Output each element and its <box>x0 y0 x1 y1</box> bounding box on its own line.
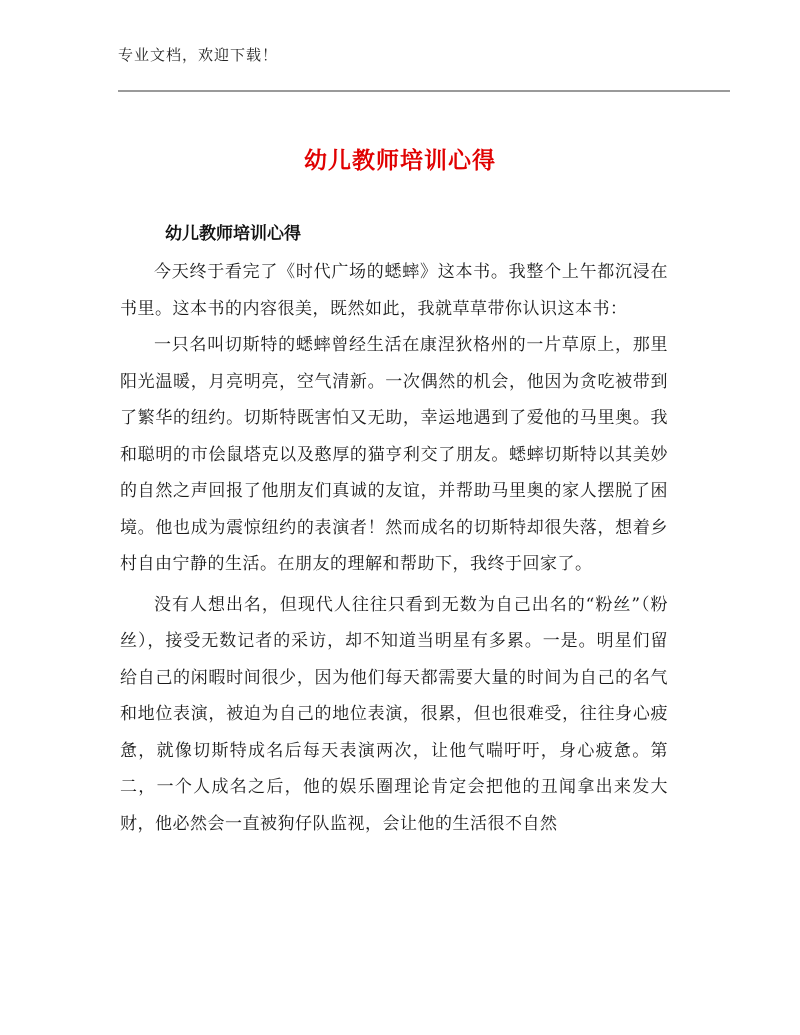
page-header-text: 专业文档，欢迎下载！ <box>118 46 279 64</box>
document-body <box>120 254 668 842</box>
document-title: 幼儿教师培训心得 <box>304 148 496 174</box>
paragraph-intro: 今天终于看完了《时代广场的蟋蟀》这本书。我整个上午都沉浸在书里。这本书的内容很美，既然如此，我就草草带你认识这本书： <box>120 262 668 319</box>
header-divider <box>118 90 730 92</box>
paragraph-story: 一只名叫切斯特的蟋蟀曾经生活在康涅狄格州的一片草原上，那里阳光温暖，月亮明亮，空气清新。一次偶然的机会，他因为贪吃被带到了繁华的纽约。切斯特既害怕又无助，幸运地遇到了爱他的马里奥。我和聪明的市侩鼠塔克以及憨厚的猫亨利交了朋友。蟋蟀切斯特以其美妙的自然之声回报了他朋友们真诚的友谊，并帮助马里奥的家人摆脱了困境。他也成为震惊纽约的表演者！然而成名的切斯特却很失落，想着乡村自由宁静的生活。在朋友的理解和帮助下，我终于回家了。 <box>120 335 668 574</box>
paragraph-fame: 没有人想出名，但现代人往往只看到无数为自己出名的“粉丝”（粉丝），接受无数记者的采访，却不知道当明星有多累。一是。明星们留给自己的闲暇时间很少，因为他们每天都需要大量的时间为自己的名气和地位表演，被迫为自己的地位表演，很累，但也很难受，往往身心疲惫，就像切斯特成名后每天表演两次，让他气喘吁吁，身心疲惫。第二，一个人成名之后，他的娱乐圈理论肯定会把他的丑闻拿出来发大财，他必然会一直被狗仔队监视，会让他的生活很不自然 <box>120 594 668 834</box>
document-subtitle: 幼儿教师培训心得 <box>165 224 301 244</box>
